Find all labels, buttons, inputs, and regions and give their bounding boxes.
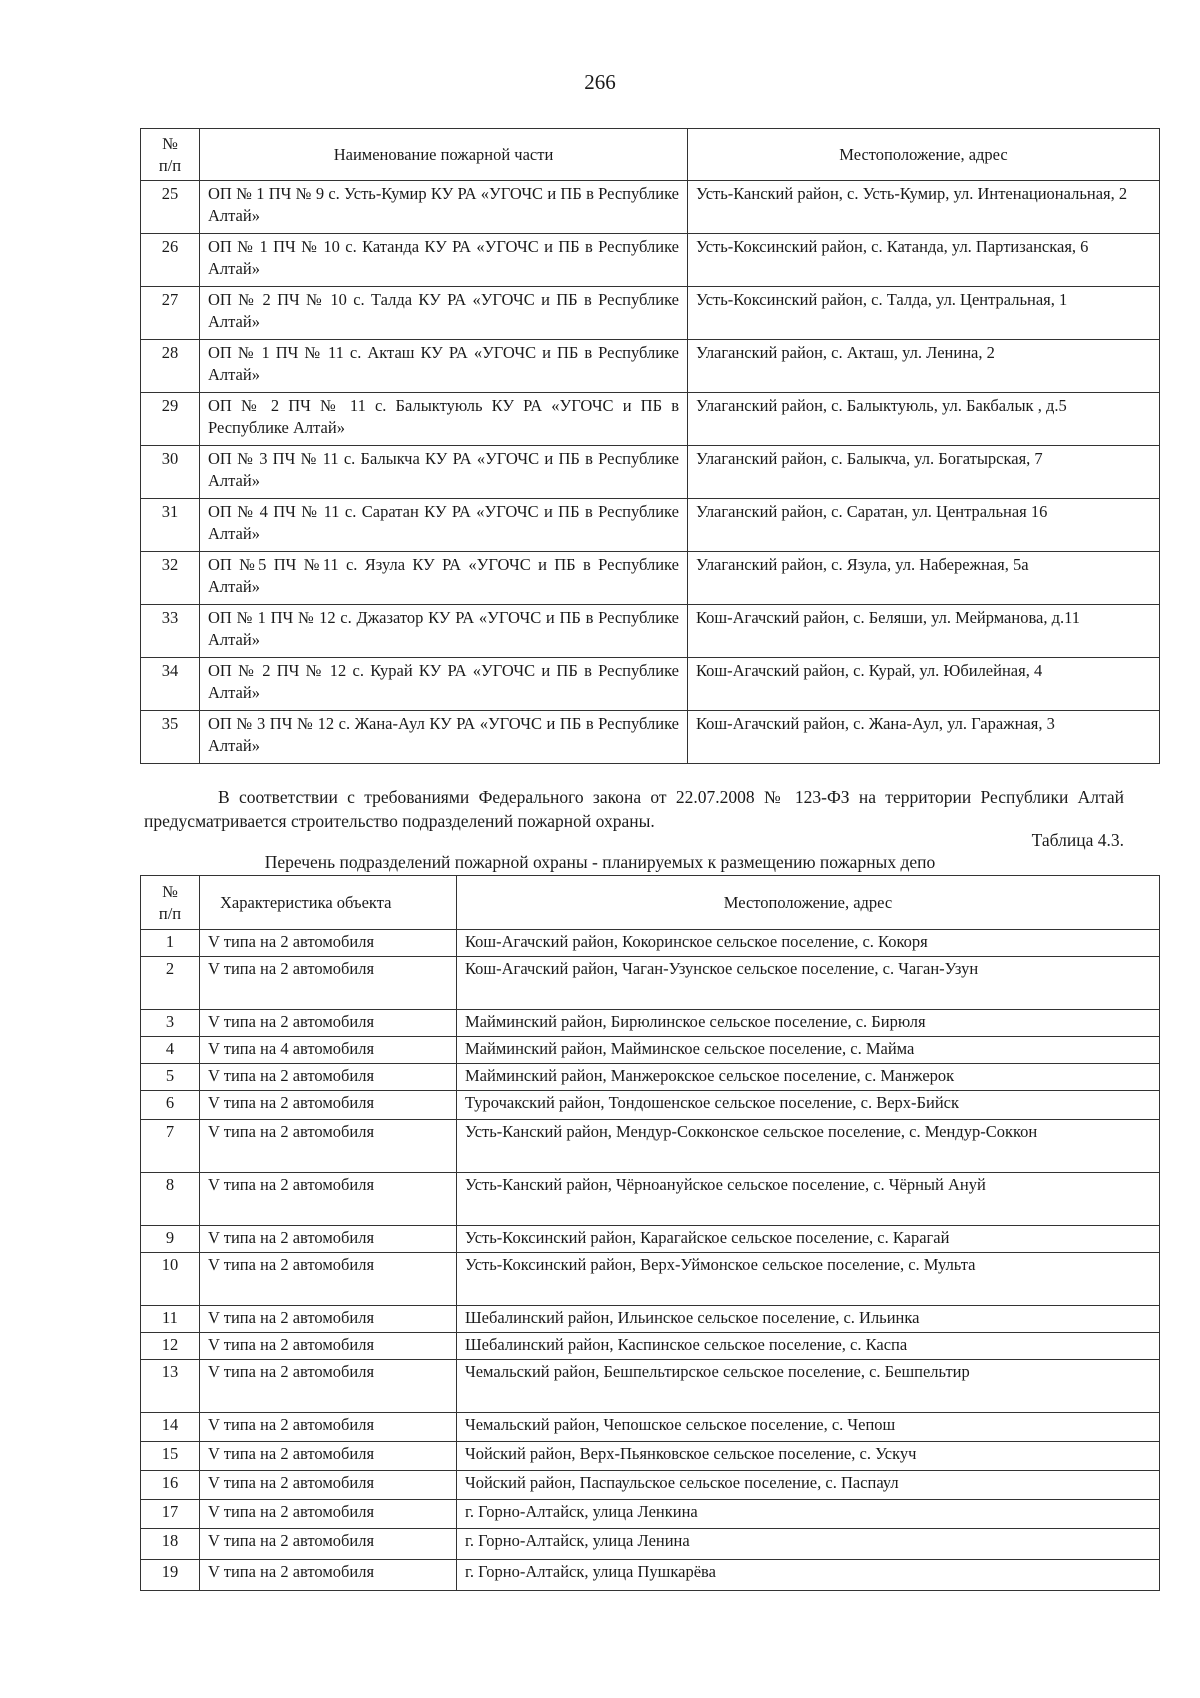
table-row	[141, 1253, 1160, 1306]
fire-unit-address: Усть-Канский район, с. Усть-Кумир, ул. Интенациональная, 2	[688, 181, 1160, 234]
object-type: V типа на 2 автомобиля	[200, 1226, 457, 1253]
header-num: № п/п	[141, 876, 200, 930]
row-number: 8	[141, 1173, 200, 1226]
table-row	[141, 1529, 1160, 1560]
row-number: 31	[141, 499, 200, 552]
depot-address: Кош-Агачский район, Кокоринское сельское поселение, с. Кокоря	[457, 930, 1160, 957]
row-number: 15	[141, 1442, 200, 1471]
table-row	[141, 1037, 1160, 1064]
header-address: Местоположение, адрес	[688, 129, 1160, 181]
table-row	[141, 393, 1160, 446]
table-row	[141, 1500, 1160, 1529]
depot-address: Майминский район, Бирюлинское сельское поселение, с. Бирюля	[457, 1010, 1160, 1037]
table-row	[141, 1442, 1160, 1471]
header-type: Характеристика объекта	[200, 876, 457, 930]
table-row	[141, 340, 1160, 393]
depot-address: Чемальский район, Бешпельтирское сельское поселение, с. Бешпельтир	[457, 1360, 1160, 1413]
depot-address: Майминский район, Манжерокское сельское поселение, с. Манжерок	[457, 1064, 1160, 1091]
table-row	[141, 1560, 1160, 1591]
table-row	[141, 552, 1160, 605]
row-number: 29	[141, 393, 200, 446]
row-number: 32	[141, 552, 200, 605]
row-number: 1	[141, 930, 200, 957]
row-number: 5	[141, 1064, 200, 1091]
object-type: V типа на 2 автомобиля	[200, 1529, 457, 1560]
fire-unit-address: Усть-Коксинский район, с. Катанда, ул. Партизанская, 6	[688, 234, 1160, 287]
row-number: 2	[141, 957, 200, 1010]
table-row	[141, 1120, 1160, 1173]
header-address: Местоположение, адрес	[457, 876, 1160, 930]
fire-unit-address: Улаганский район, с. Акташ, ул. Ленина, 2	[688, 340, 1160, 393]
row-number: 28	[141, 340, 200, 393]
row-number: 18	[141, 1529, 200, 1560]
depot-address: Турочакский район, Тондошенское сельское поселение, с. Верх-Бийск	[457, 1091, 1160, 1120]
fire-unit-name: ОП № 3 ПЧ № 11 с. Балыкча КУ РА «УГОЧС и ПБ в Республике Алтай»	[200, 446, 688, 499]
fire-unit-name: ОП № 1 ПЧ № 10 с. Катанда КУ РА «УГОЧС и ПБ в Республике Алтай»	[200, 234, 688, 287]
row-number: 14	[141, 1413, 200, 1442]
table-row	[141, 605, 1160, 658]
table-header-row	[141, 876, 1160, 930]
object-type: V типа на 2 автомобиля	[200, 1442, 457, 1471]
depot-address: г. Горно-Алтайск, улица Ленина	[457, 1529, 1160, 1560]
row-number: 3	[141, 1010, 200, 1037]
object-type: V типа на 2 автомобиля	[200, 1064, 457, 1091]
table-number: Таблица 4.3.	[1031, 830, 1124, 850]
row-number: 27	[141, 287, 200, 340]
header-num: № п/п	[141, 129, 200, 181]
depot-address: Шебалинский район, Ильинское сельское поселение, с. Ильинка	[457, 1306, 1160, 1333]
object-type: V типа на 2 автомобиля	[200, 957, 457, 1010]
fire-unit-name: ОП № 2 ПЧ № 11 с. Балыктуюль КУ РА «УГОЧС и ПБ в Республике Алтай»	[200, 393, 688, 446]
table-row	[141, 181, 1160, 234]
table-row	[141, 499, 1160, 552]
body-paragraph: В соответствии с требованиями Федерального закона от 22.07.2008 № 123-ФЗ на территории Республики Алтай предусматривается строительство подразделений пожарной охраны.	[144, 787, 1124, 831]
object-type: V типа на 2 автомобиля	[200, 1413, 457, 1442]
object-type: V типа на 2 автомобиля	[200, 1306, 457, 1333]
fire-unit-address: Улаганский район, с. Саратан, ул. Центральная 16	[688, 499, 1160, 552]
row-number: 11	[141, 1306, 200, 1333]
table-row	[141, 1226, 1160, 1253]
row-number: 4	[141, 1037, 200, 1064]
fire-unit-name: ОП № 4 ПЧ № 11 с. Саратан КУ РА «УГОЧС и ПБ в Республике Алтай»	[200, 499, 688, 552]
object-type: V типа на 2 автомобиля	[200, 1091, 457, 1120]
fire-unit-name: ОП №5 ПЧ №11 с. Язула КУ РА «УГОЧС и ПБ в Республике Алтай»	[200, 552, 688, 605]
row-number: 34	[141, 658, 200, 711]
fire-unit-address: Улаганский район, с. Балыкча, ул. Богатырская, 7	[688, 446, 1160, 499]
fire-unit-name: ОП № 3 ПЧ № 12 с. Жана-Аул КУ РА «УГОЧС и ПБ в Республике Алтай»	[200, 711, 688, 764]
row-number: 33	[141, 605, 200, 658]
table-row	[141, 1413, 1160, 1442]
depot-address: Усть-Канский район, Чёрноануйское сельское поселение, с. Чёрный Ануй	[457, 1173, 1160, 1226]
table-row	[141, 1010, 1160, 1037]
table-row	[141, 930, 1160, 957]
fire-unit-address: Кош-Агачский район, с. Курай, ул. Юбилейная, 4	[688, 658, 1160, 711]
object-type: V типа на 2 автомобиля	[200, 1010, 457, 1037]
row-number: 35	[141, 711, 200, 764]
depot-address: Чемальский район, Чепошское сельское поселение, с. Чепош	[457, 1413, 1160, 1442]
depot-address: Шебалинский район, Каспинское сельское поселение, с. Каспа	[457, 1333, 1160, 1360]
table-row	[141, 234, 1160, 287]
depot-address: Майминский район, Майминское сельское поселение, с. Майма	[457, 1037, 1160, 1064]
fire-unit-address: Улаганский район, с. Балыктуюль, ул. Бакбалык , д.5	[688, 393, 1160, 446]
depot-address: Кош-Агачский район, Чаган-Узунское сельское поселение, с. Чаган-Узун	[457, 957, 1160, 1010]
table-row	[141, 1064, 1160, 1091]
row-number: 25	[141, 181, 200, 234]
depot-address: Чойский район, Верх-Пьянковское сельское поселение, с. Ускуч	[457, 1442, 1160, 1471]
row-number: 7	[141, 1120, 200, 1173]
depot-address: г. Горно-Алтайск, улица Ленкина	[457, 1500, 1160, 1529]
table-row	[141, 1333, 1160, 1360]
object-type: V типа на 2 автомобиля	[200, 1253, 457, 1306]
page-number: 266	[584, 70, 616, 94]
object-type: V типа на 2 автомобиля	[200, 1471, 457, 1500]
table-row	[141, 1173, 1160, 1226]
row-number: 17	[141, 1500, 200, 1529]
table-caption: Перечень подразделений пожарной охраны - планируемых к размещению пожарных депо	[264, 852, 936, 872]
object-type: V типа на 2 автомобиля	[200, 1500, 457, 1529]
row-number: 30	[141, 446, 200, 499]
row-number: 19	[141, 1560, 200, 1591]
fire-unit-address: Кош-Агачский район, с. Жана-Аул, ул. Гаражная, 3	[688, 711, 1160, 764]
table-row	[141, 1471, 1160, 1500]
table-row	[141, 1091, 1160, 1120]
row-number: 16	[141, 1471, 200, 1500]
fire-unit-address: Кош-Агачский район, с. Беляши, ул. Мейрманова, д.11	[688, 605, 1160, 658]
fire-unit-name: ОП № 1 ПЧ № 11 с. Акташ КУ РА «УГОЧС и ПБ в Республике Алтай»	[200, 340, 688, 393]
header-name: Наименование пожарной части	[200, 129, 688, 181]
fire-unit-address: Усть-Коксинский район, с. Талда, ул. Центральная, 1	[688, 287, 1160, 340]
object-type: V типа на 2 автомобиля	[200, 1120, 457, 1173]
row-number: 10	[141, 1253, 200, 1306]
depot-address: Усть-Коксинский район, Верх-Уймонское сельское поселение, с. Мульта	[457, 1253, 1160, 1306]
fire-unit-address: Улаганский район, с. Язула, ул. Набережная, 5а	[688, 552, 1160, 605]
fire-unit-name: ОП № 1 ПЧ № 12 с. Джазатор КУ РА «УГОЧС и ПБ в Республике Алтай»	[200, 605, 688, 658]
fire-units-table	[140, 128, 1160, 764]
depot-address: Усть-Коксинский район, Карагайское сельское поселение, с. Карагай	[457, 1226, 1160, 1253]
object-type: V типа на 2 автомобиля	[200, 1173, 457, 1226]
object-type: V типа на 2 автомобиля	[200, 930, 457, 957]
object-type: V типа на 2 автомобиля	[200, 1333, 457, 1360]
depot-address: Усть-Канский район, Мендур-Сокконское сельское поселение, с. Мендур-Соккон	[457, 1120, 1160, 1173]
row-number: 26	[141, 234, 200, 287]
table-row	[141, 711, 1160, 764]
row-number: 6	[141, 1091, 200, 1120]
fire-unit-name: ОП № 2 ПЧ № 10 с. Талда КУ РА «УГОЧС и ПБ в Республике Алтай»	[200, 287, 688, 340]
depot-address: г. Горно-Алтайск, улица Пушкарёва	[457, 1560, 1160, 1591]
table-row	[141, 1306, 1160, 1333]
object-type: V типа на 2 автомобиля	[200, 1360, 457, 1413]
planned-fire-depots-table	[140, 875, 1160, 1591]
table-row	[141, 658, 1160, 711]
table-row	[141, 957, 1160, 1010]
depot-address: Чойский район, Паспаульское сельское поселение, с. Паспаул	[457, 1471, 1160, 1500]
object-type: V типа на 4 автомобиля	[200, 1037, 457, 1064]
object-type: V типа на 2 автомобиля	[200, 1560, 457, 1591]
fire-unit-name: ОП № 1 ПЧ № 9 с. Усть-Кумир КУ РА «УГОЧС и ПБ в Республике Алтай»	[200, 181, 688, 234]
row-number: 13	[141, 1360, 200, 1413]
table-row	[141, 287, 1160, 340]
table-header-row	[141, 129, 1160, 181]
fire-unit-name: ОП № 2 ПЧ № 12 с. Курай КУ РА «УГОЧС и ПБ в Республике Алтай»	[200, 658, 688, 711]
row-number: 12	[141, 1333, 200, 1360]
row-number: 9	[141, 1226, 200, 1253]
table-row	[141, 1360, 1160, 1413]
table-row	[141, 446, 1160, 499]
